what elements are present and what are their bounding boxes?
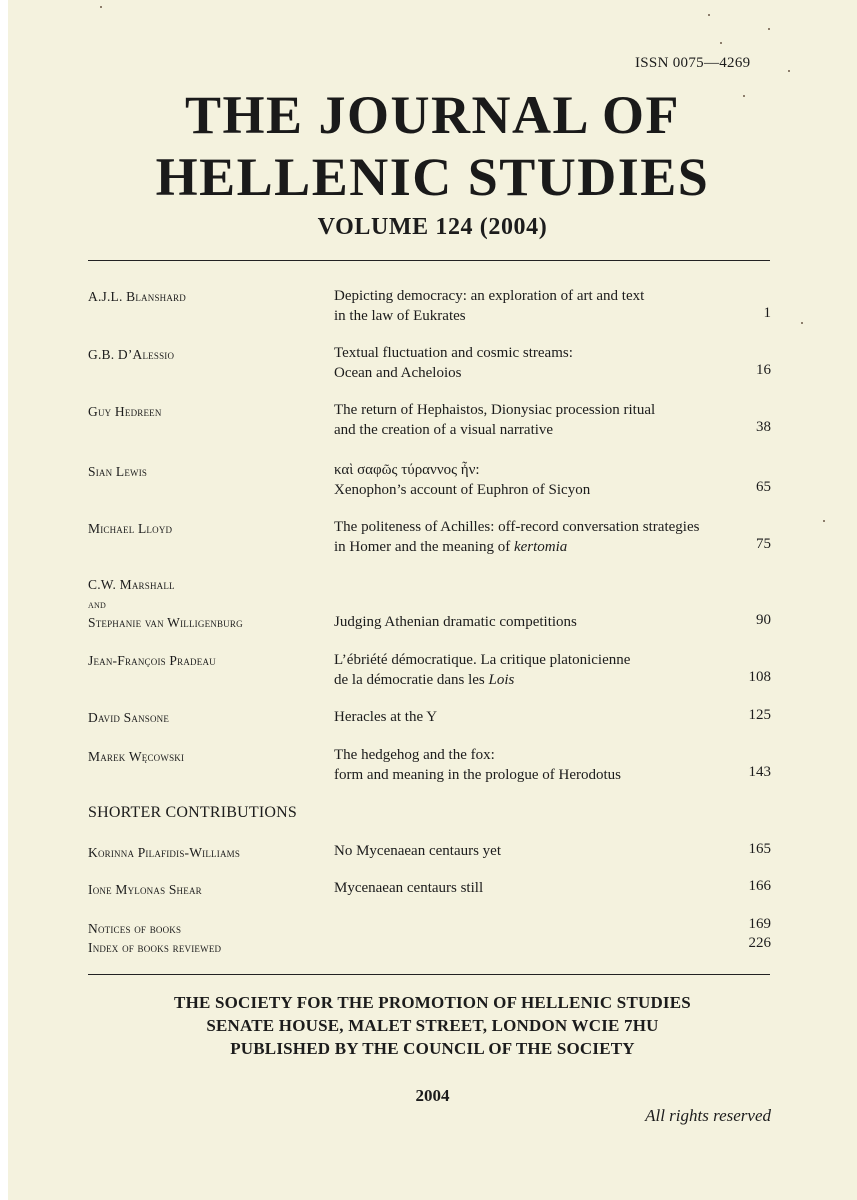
article-page-number: 166 [748, 878, 771, 894]
article-title-text: de la démocratie dans les [334, 672, 489, 688]
article-author: Michael Lloyd [88, 521, 173, 536]
paper-speck [788, 70, 790, 72]
article-title [334, 400, 655, 440]
article-title-line: Xenophon’s account of Euphron of Sicyon [334, 482, 591, 498]
article-author: David Sansone [88, 710, 170, 725]
volume-label: VOLUME 124 (2004) [317, 214, 548, 240]
paper-speck [823, 520, 825, 522]
article-page-number: 165 [748, 841, 771, 857]
index-page-number: 226 [748, 935, 771, 951]
article-title-line: form and meaning in the prologue of Herodotus [334, 767, 622, 783]
article-page-number: 38 [756, 419, 771, 435]
article-page-number: 143 [748, 764, 771, 780]
article-title-line: L’ébriété démocratique. La critique platonicienne [334, 652, 631, 668]
article-title [334, 650, 630, 690]
article-page-number: 90 [756, 612, 771, 628]
journal-title-line-1: THE JOURNAL OF [184, 85, 681, 145]
notices-of-books-label: Notices of books [88, 921, 182, 936]
paper-speck [708, 14, 710, 16]
article-title [334, 460, 590, 500]
article-title [334, 343, 573, 383]
article-page-number: 65 [756, 479, 771, 495]
article-author: Guy Hedreen [88, 404, 162, 419]
article-title [334, 707, 437, 727]
article-title: Mycenaean centaurs still [334, 880, 484, 896]
author-conjunction: and [88, 597, 106, 611]
article-title-line: Judging Athenian dramatic competitions [334, 614, 577, 630]
article-title-line: and the creation of a visual narrative [334, 422, 554, 438]
paper-speck [720, 42, 722, 44]
article-title-line: The hedgehog and the fox: [334, 747, 495, 763]
publisher-line-2: SENATE HOUSE, MALET STREET, LONDON WCIE 7HU [206, 1016, 659, 1035]
article-author: A.J.L. Blanshard [88, 289, 186, 304]
article-title-line [334, 537, 699, 557]
shorter-contributions-heading: SHORTER CONTRIBUTIONS [88, 804, 298, 821]
article-author: Jean-François Pradeau [88, 653, 216, 668]
article-author: Korinna Pilafidis-Williams [88, 845, 241, 860]
issn-number: ISSN 0075—4269 [635, 55, 751, 71]
article-title-text: in Homer and the meaning of [334, 539, 514, 555]
paper-speck [743, 95, 745, 97]
article-title-line: καὶ σαφῶς τύραννος ἦν: [334, 462, 480, 478]
article-title-line: in the law of Eukrates [334, 308, 466, 324]
publication-year: 2004 [415, 1086, 450, 1105]
publisher-line-3: PUBLISHED BY THE COUNCIL OF THE SOCIETY [230, 1039, 635, 1058]
article-title-line: The politeness of Achilles: off-record conversation strategies [334, 519, 700, 535]
publisher-line-1: THE SOCIETY FOR THE PROMOTION OF HELLENIC STUDIES [174, 993, 691, 1012]
journal-cover [8, 0, 857, 1200]
article-title-line [334, 670, 630, 690]
article-author: Ione Mylonas Shear [88, 882, 202, 897]
paper-speck [768, 28, 770, 30]
article-title-line: Depicting democracy: an exploration of art and text [334, 288, 645, 304]
notices-page-number: 169 [748, 916, 771, 932]
article-author: Sian Lewis [88, 464, 148, 479]
article-author: Stephanie van Willigenburg [88, 615, 243, 630]
article-author: Marek Węcowski [88, 749, 185, 764]
paper-speck [100, 6, 102, 8]
article-title-line: Textual fluctuation and cosmic streams: [334, 345, 573, 361]
article-title [334, 612, 577, 632]
article-page-number: 108 [748, 669, 771, 685]
article-title [334, 517, 699, 557]
article-title-line: The return of Hephaistos, Dionysiac procession ritual [334, 402, 656, 418]
article-title-line: Ocean and Acheloios [334, 365, 462, 381]
article-author: C.W. Marshall [88, 577, 175, 592]
index-of-books-label: Index of books reviewed [88, 940, 222, 955]
rights-notice: All rights reserved [645, 1106, 771, 1125]
paper-speck [801, 322, 803, 324]
article-title: No Mycenaean centaurs yet [334, 843, 502, 859]
article-page-number: 75 [756, 536, 771, 552]
top-divider [88, 260, 770, 261]
article-page-number: 125 [748, 707, 771, 723]
article-page-number: 1 [763, 305, 771, 321]
article-title [334, 745, 621, 785]
journal-title-line-2: HELLENIC STUDIES [155, 147, 710, 207]
article-title-italic: Lois [488, 672, 515, 688]
article-author: G.B. D’Alessio [88, 347, 175, 362]
article-title-italic: kertomia [513, 539, 568, 555]
article-title-line: Heracles at the Y [334, 709, 438, 725]
article-page-number: 16 [756, 362, 771, 378]
bottom-divider [88, 974, 770, 975]
article-title [334, 286, 644, 326]
